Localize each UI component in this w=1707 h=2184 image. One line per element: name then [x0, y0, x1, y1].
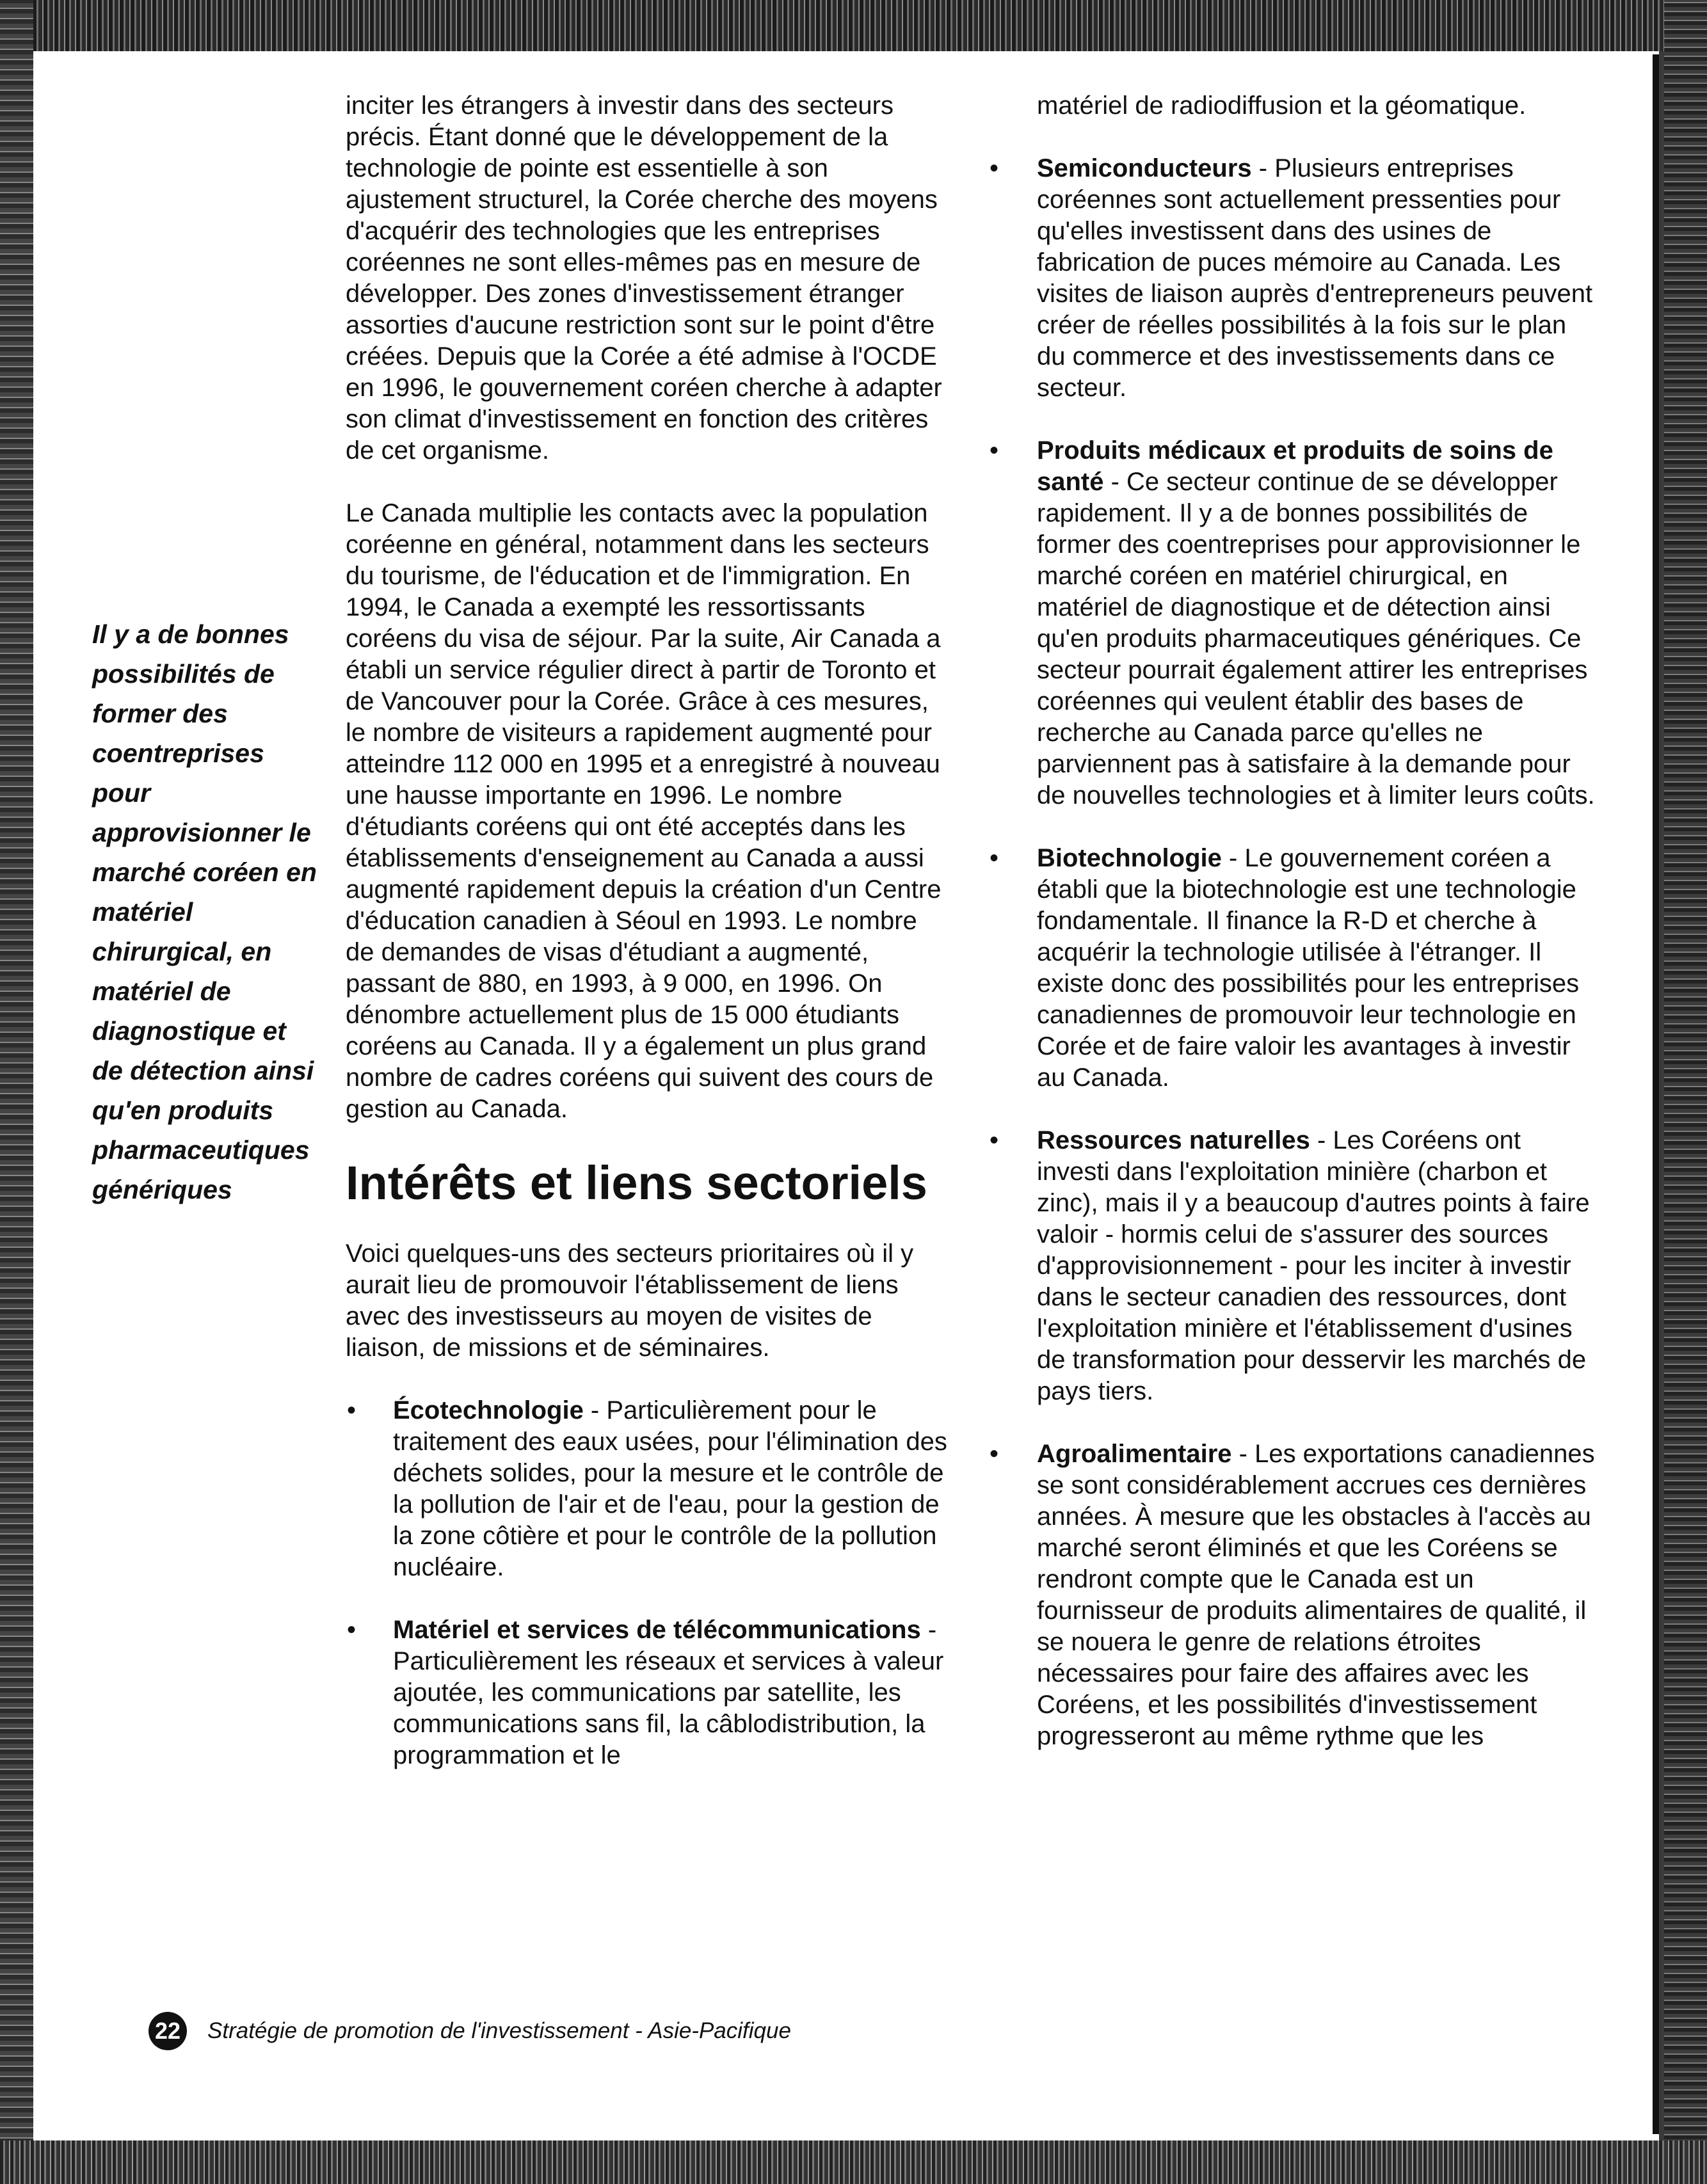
sector-item-produits-medicaux: [990, 435, 1600, 811]
page-number-badge: 22: [148, 2012, 187, 2050]
scan-border-left: [0, 0, 33, 2184]
sector-term: Écotechnologie: [393, 1396, 584, 1424]
sector-description: - Particulièrement les réseaux et services à valeur ajoutée, les communications par satellite, les communications sans fil, la câblodistribution, la programmation et le: [393, 1616, 944, 1769]
section-heading: Intérêts et liens sectoriels: [346, 1156, 927, 1209]
paragraph-canada-contacts: Le Canada multiplie les contacts avec la population coréenne en général, notamment dans les secteurs du tourisme, de l'éducation et de l'immigration. En 1994, le Canada a exempté les ressortissants coréens du visa de séjour. Par la suite, Air Canada a établi un service régulier direct à partir de Toronto et de Vancouver pour la Corée. Grâce à ces mesures, le nombre de visiteurs a rapidement augmenté pour atteindre 112 000 en 1995 et a enregistré à nouveau une hausse importante en 1996. Le nombre d'étudiants coréens qui ont été acceptés dans les établissements d'enseignement au Canada a aussi augmenté rapidement depuis la création d'un Centre d'éducation canadien à Séoul en 1993. Le nombre de demandes de visas d'étudiant a augmenté, passant de 880, en 1993, à 9 000, en 1996. On dénombre actuellement plus de 15 000 étudiants coréens au Canada. Il y a également un plus grand nombre de cadres coréens qui suivent des cours de gestion au Canada.: [346, 499, 942, 1123]
page-edge-rule: [1653, 54, 1659, 2134]
sector-item-ressources-naturelles: [990, 1125, 1600, 1407]
sector-term: Produits médicaux et produits de soins de santé: [1037, 436, 1553, 496]
scan-border-right: [1664, 0, 1707, 2184]
sector-term: Ressources naturelles: [1037, 1126, 1310, 1154]
sector-item-semiconducteurs: [990, 153, 1600, 404]
sector-description: - Plusieurs entreprises coréennes sont actuellement pressenties pour qu'elles investissent dans des usines de fabrication de puces mémoire au Canada. Les visites de liaison auprès d'entrepreneurs peuvent créer de réelles possibilités à la fois sur le plan du commerce et des investissements dans ce secteur.: [1037, 154, 1593, 402]
right-column: [990, 90, 1600, 1783]
sector-term: Semiconducteurs: [1037, 154, 1252, 182]
sector-description: - Ce secteur continue de se développer rapidement. Il y a de bonnes possibilités de former des coentreprises pour approvisionner le marché coréen en matériel chirurgical, en matériel de diagnostique et de détection ainsi qu'en produits pharmaceutiques génériques. Ce secteur pourrait également attirer les entreprises coréennes qui veulent établir des bases de recherche au Canada parce qu'elles ne parviennent pas à satisfaire à la demande pour de nouvelles technologies et à limiter leurs coûts.: [1037, 468, 1595, 809]
bullet-icon: •: [990, 1126, 999, 1154]
bullet-icon: •: [347, 1616, 357, 1644]
sector-term: Agroalimentaire: [1037, 1440, 1232, 1468]
bullet-icon: •: [990, 154, 999, 182]
continuation-text: matériel de radiodiffusion et la géomatique.: [1037, 92, 1527, 120]
scan-border-top: [0, 0, 1707, 51]
sector-term: Biotechnologie: [1037, 844, 1222, 872]
sector-item-agroalimentaire: [990, 1439, 1600, 1752]
sector-description: - Particulièrement pour le traitement des eaux usées, pour l'élimination des déchets solides, pour la mesure et le contrôle de la pollution de l'air et de l'eau, pour la gestion de la zone côtière et pour le contrôle de la pollution nucléaire.: [393, 1396, 947, 1581]
sector-list-middle: [346, 1395, 947, 1771]
sector-item-ecotechnologie: [346, 1395, 947, 1583]
sector-item-telecommunications: [346, 1614, 947, 1771]
bullet-icon: •: [990, 844, 999, 872]
sector-description: - Le gouvernement coréen a établi que la biotechnologie est une technologie fondamentale. Il finance la R-D et cherche à acquérir la technologie utilisée à l'étranger. Il existe donc des possibilités pour les entreprises canadiennes de promouvoir leur technologie en Corée et de faire valoir les avantages à investir au Canada.: [1037, 844, 1580, 1092]
scan-border-bottom: [0, 2140, 1707, 2184]
sector-item-biotechnologie: [990, 843, 1600, 1094]
middle-column: [346, 90, 947, 1803]
sector-list-right: [990, 153, 1600, 1752]
bullet-icon: •: [347, 1396, 357, 1424]
sector-term: Matériel et services de télécommunications: [393, 1616, 921, 1644]
paragraph-investment-climate: inciter les étrangers à investir dans des secteurs précis. Étant donné que le développement de la technologie de pointe est essentielle à son ajustement structurel, la Corée cherche des moyens d'acquérir des technologies que les entreprises coréennes ne sont elles-mêmes pas en mesure de développer. Des zones d'investissement étranger assorties d'aucune restriction sont sur le point d'être créées. Depuis que la Corée a été admise à l'OCDE en 1996, le gouvernement coréen cherche à adapter son climat d'investissement en fonction des critères de cet organisme.: [346, 92, 942, 465]
bullet-icon: •: [990, 436, 999, 465]
sector-description: - Les exportations canadiennes se sont considérablement accrues ces dernières années. À mesure que les obstacles à l'accès au marché seront éliminés et que les Coréens se rendront compte que le Canada est un fournisseur de produits alimentaires de qualité, il se nouera le genre de relations étroites nécessaires pour faire des affaires avec les Coréens, et les possibilités d'investissement progresseront au même rythme que les: [1037, 1440, 1595, 1750]
page-footer: [148, 2012, 791, 2050]
footer-publication-title: Stratégie de promotion de l'investissement - Asie-Pacifique: [207, 2018, 791, 2043]
bullet-icon: •: [990, 1440, 999, 1468]
section-intro: Voici quelques-uns des secteurs prioritaires où il y aurait lieu de promouvoir l'établissement de liens avec des investisseurs au moyen de visites de liaison, de missions et de séminaires.: [346, 1239, 914, 1362]
sidebar-pull-quote: Il y a de bonnes possibilités de former des coentreprises pour approvisionner le marché coréen en matériel chirurgical, en matériel de diagnostique et de détection ainsi qu'en produits pharmaceutiques génériques: [92, 619, 317, 1204]
sector-description: - Les Coréens ont investi dans l'exploitation minière (charbon et zinc), mais il y a beaucoup d'autres points à faire valoir - hormis celui de s'assurer des sources d'approvisionnement - pour les inciter à investir dans le secteur canadien des ressources, dont l'exploitation minière et l'établissement d'usines de transformation pour desservir les marchés de pays tiers.: [1037, 1126, 1590, 1405]
